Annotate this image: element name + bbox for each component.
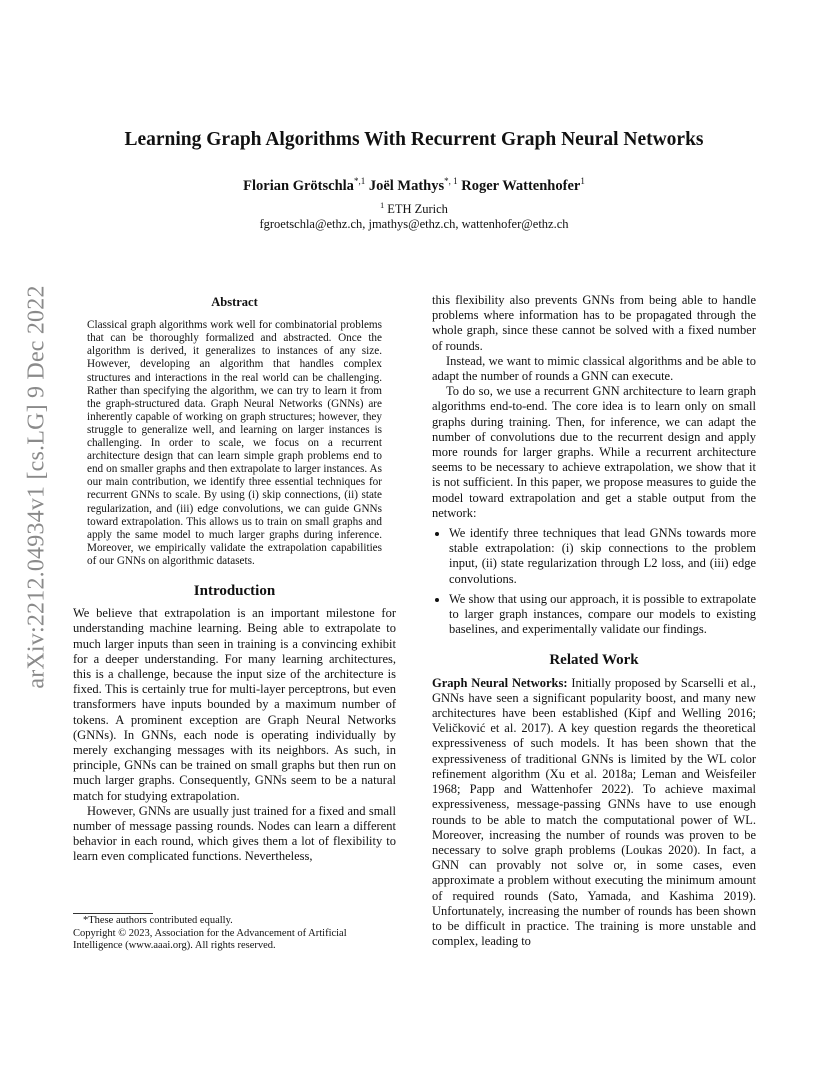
- author-list: [0, 176, 828, 195]
- footnote-divider: [73, 913, 153, 914]
- list-item: • We identify three techniques that lead GNNs towards more stable extrapolation: (i) skip connections to the problem input, (ii) state regularization through L2 loss, and (iii) edge convolutions.: [449, 526, 756, 587]
- abstract-text: Classical graph algorithms work well for combinatorial problems that can be thoroughly formalized and abstracted. Once the algorithm is derived, it generalizes to instances of any size. However, developing an algorithm that handles complex structures and interactions in the real world can be challenging. Rather than specifying the algorithm, we can try to learn it from the graph-structured data. Graph Neural Networks (GNNs) are inherently capable of working on graph structures; however, they struggle to generalize well, and learning on larger instances is challenging. In order to scale, we focus on a recurrent architecture design that can learn simple graph problems end to end on smaller graphs and then extrapolate to larger instances. As our main contribution, we identify three essential techniques for recurrent GNNs to scale. By using (i) skip connections, (ii) state regularization, and (iii) edge convolutions, we can guide GNNs toward extrapolation. This allows us to train on small graphs and apply the same model to much larger graphs during inference. Moreover, we empirically validate the extrapolation capabilities of our GNNs on algorithmic datasets.: [87, 319, 382, 567]
- related-work-heading: Related Work: [549, 652, 639, 669]
- author-mark: 1: [580, 176, 585, 186]
- author-mark: *, 1: [444, 176, 458, 186]
- paragraph: We believe that extrapolation is an important milestone for understanding machine learning. Being able to extrapolate to much larger inputs than seen in training is a convincing exhibit for a deeper understanding. For many learning architectures, this is a challenge, because the input size of the architecture is fixed. This is certainly true for multi-layer perceptrons, but even transformers have inputs bounded by a maximum number of tokens. A prominent exception are Graph Neural Networks (GNNs). In GNNs, each node is operating individually by merely exchanging messages with its neighbors. As such, in principle, GNNs can be trained on small graphs but then run on much larger graphs. Consequently, GNNs seem to be a natural match for studying extrapolation.: [73, 606, 396, 803]
- author-name: Joël Mathys: [368, 177, 445, 194]
- arxiv-id: arXiv:2212.04934v1 [cs.LG] 9 Dec 2022: [23, 285, 50, 689]
- equal-contribution-note: *These authors contributed equally.: [83, 915, 233, 926]
- affiliation-name: ETH Zurich: [387, 202, 448, 217]
- left-column: [73, 295, 396, 865]
- list-item: • We show that using our approach, it is possible to extrapolate to larger graph instances, compare our models to existing baselines, and experimentally validate our findings.: [449, 592, 756, 638]
- paragraph: this flexibility also prevents GNNs from being able to handle problems where information has to be propagated through the whole graph, since these cannot be solved with a fixed number of rounds.: [432, 293, 756, 353]
- copyright-note: Copyright © 2023, Association for the Advancement of Artificial Intelligence (www.aaai.org). All rights reserved.: [73, 927, 347, 952]
- right-column: [432, 293, 756, 949]
- paragraph: Instead, we want to mimic classical algorithms and be able to adapt the number of rounds a GNN can execute.: [432, 353, 756, 384]
- related-work-text: Initially proposed by Scarselli et al., GNNs have seen a significant popularity boost, and many new architectures have been established (Kipf and Welling 2016; Veličković et al. 2017). A key question regards the theoretical expressiveness of such models. It has been shown that the expressiveness of traditional GNNs is limited by the WL color refinement algorithm (Xu et al. 2018a; Leman and Weisfeiler 1968; Papp and Wattenhofer 2022). To achieve maximal expressiveness, message-passing GNNs have to use enough rounds to be able to match the computational power of WL. Moreover, increasing the number of rounds was proven to be necessary to solve graph problems (Loukas 2020). In fact, a GNN can provably not solve or, in some cases, even approximate a problem without executing the minimum amount of required rounds (Sato, Yamada, and Kashima 2019). Unfortunately, increasing the number of rounds has been shown to be difficult in practice. The training is more unstable and complex, leading to: [432, 675, 756, 949]
- contribution-list: [432, 526, 756, 637]
- arxiv-sidebar-stamp: [22, 285, 52, 689]
- runin-heading: Graph Neural Networks:: [432, 675, 568, 690]
- affiliation-mark: 1: [380, 201, 385, 210]
- abstract-heading: Abstract: [211, 295, 258, 309]
- introduction-heading: Introduction: [193, 582, 276, 599]
- footnotes: [73, 915, 396, 953]
- paragraph: To do so, we use a recurrent GNN architecture to learn graph algorithms end-to-end. The core idea is to learn only on small graphs during training. Then, for inference, we can adapt the number of convolutions due to the recurrent design and apply more rounds for larger graphs. While a recurrent architecture seems to be necessary to achieve extrapolation, we show that it is not sufficient. In this paper, we propose measures to guide the model toward extrapolation and get a stable output from the network:: [432, 384, 756, 520]
- author-emails: fgroetschla@ethz.ch, jmathys@ethz.ch, wattenhofer@ethz.ch: [259, 217, 569, 231]
- paragraph: However, GNNs are usually just trained for a fixed and small number of message passing rounds. Nodes can learn a different behavior in each round, which gives them a lot of flexibility to learn even complicated functions. Nevertheless,: [73, 803, 396, 864]
- affiliation: [0, 201, 828, 217]
- author-name: Florian Grötschla: [243, 177, 354, 194]
- author-mark: *,1: [353, 176, 366, 186]
- related-work-paragraph: [432, 676, 756, 950]
- author-name: Roger Wattenhofer: [461, 177, 581, 194]
- paper-title: Learning Graph Algorithms With Recurrent Graph Neural Networks: [124, 129, 704, 150]
